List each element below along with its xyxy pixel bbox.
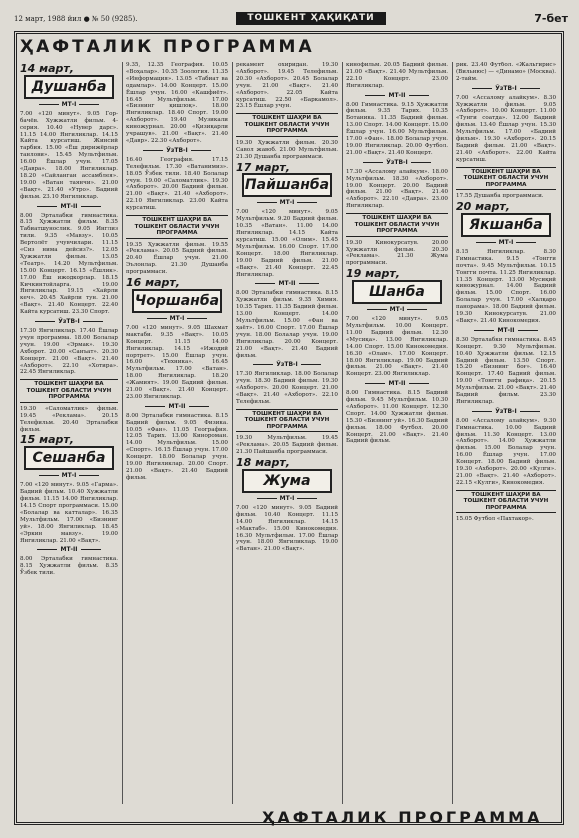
- channel-label: МТ-II: [20, 204, 118, 211]
- program-text: 9.35, 12.35 География. 10.05 «Воҳалар». 10.35 Зоология. 11.35 «Информация». 13.05 «Табиат ва одамлар». 14.00 Концерт. 15.00 Ёшлар учун. 16.00 «Кашфиёт». 16.45 Мультфильм. 17.00 «Бизнинг қишлоқ». 18.00 Янгиликлар. 18.40 Спорт. 19.00 «Ахборот». 19.40 Музикали киножурнал. 20.00 «Қизиқарли учрашув». 21.00 «Вақт». 21.40 «Давр». 22.30 «Ахборот».: [126, 62, 228, 144]
- program-text: 7.00 «120 минут». 9.05 Шахмат мактаби. 9.35 «Вақт». 10.05 Концерт. 11.15 14.00 Янгиликлар. 14.15 «Ижодий портрет». 15.00 Ёшлар учун. 16.00 «Техника». 16.45 Мультфильм. 17.00 «Ватан». 18.00 Янгиликлар. 18.20 «Жамият». 19.00 Бадиий фильм. 21.00 «Вақт». 21.40 Концерт. 23.00 Янгиликлар.: [126, 324, 228, 400]
- channel-label: ЎзТВ-I: [236, 362, 338, 369]
- column-rule: [452, 62, 453, 804]
- regional-program-heading: ТОШКЕНТ ШАҲРИ ВА ТОШКЕНТ ОБЛАСТИ УЧУН ПРОГРАММА: [456, 167, 556, 191]
- weekly-program-banner-top: ҲАФТАЛИК ПРОГРАММА: [20, 37, 315, 57]
- regional-program-heading: ТОШКЕНТ ШАҲРИ ВА ТОШКЕНТ ОБЛАСТИ УЧУН ПРОГРАММА: [236, 409, 338, 433]
- day-name-tuesday: Сешанба: [24, 446, 114, 470]
- program-text: 17.30 «Ассалому алайкум». 18.00 Мультфильм. 18.30 «Ахборот». 19.00 Концерт. 20.00 Бадиий фильм. 21.00 «Вақт». 21.40 «Ахборот». 22.10 «Давра». 23.00 Янгиликлар.: [346, 168, 448, 210]
- day-name-saturday: Шанба: [352, 280, 442, 304]
- channel-label: МТ-II: [126, 404, 228, 411]
- day-name-friday: Жума: [242, 469, 332, 493]
- column-rule: [342, 62, 343, 804]
- column-3: [236, 62, 338, 804]
- program-text: 19.30 Ҳужжатли фильм. 20.30 Савол жавоб. 21.00 Мультфильм. 21.30 Душанба программаси.: [236, 139, 338, 160]
- day-name-monday: Душанба: [24, 75, 114, 99]
- channel-label: ЎзТВ-I: [346, 160, 448, 167]
- program-text: 8.00 Эрталабки гимнастика. 8.15 Бадиий фильм. 9.05 Физика. 10.05 «Фан». 11.05 География. 12.05 Тарих. 13.00 Кинороман. 14.00 Мультфильм. 15.00 «Спорт». 16.15 Ёшлар учун. 17.00 Концерт. 18.00 Болалар учун. 19.00 Янгиликлар. 20.00 Спорт. 21.00 «Вақт». 21.40 Бадиий фильм.: [126, 412, 228, 481]
- program-text: 7.00 «120 минут». 9.05 Гор-бачёв. Хужжатли фильм. 4-серия. 10.40 «Нувер дарс». 11.15 14.00 Янгиликлар. 14.15 Кайта курсатиш. Жинсий тарбия. 15.00 «Ёш дирижёрлар танлови». 15.45 Мультфильм. 16.00 Ёшлар учун. 17.05 «Давра». 18.00 Янгиликлар. 18.20 «Сайланган ассамблея». 19.00 «Ватан таянчи». 21.00 «Вақт». 21.40 «Утро». Бадиий фильм. 23.10 Янгиликлар.: [20, 110, 118, 200]
- channel-label: МТ-I: [236, 496, 338, 503]
- day-date: 17 март,: [236, 160, 290, 174]
- program-text: 8.00 Эрталабки гимнастика. 8.15 Ҳужжатли фильм. 8.35 Табиатшунослик. 9.05 Инглиз тили. 9.35 «Мавзу». 10.05 Вертолёт учувчилари. 11.15 «Сиз нима дейсиз?». 12.05 Ҳужжатли фильм. 13.05 «Театр». 14.20 Мультфильм. 15.00 Концерт. 16.15 «Ёшлик». 17.00 Ёш ижодкорлар. 18.15 Кичкинтойларга. 19.00 Янгиликлар. 19.15 «Хайрли кеч». 20.45 Хайрли тун. 21.00 «Вақт». 21.40 Концерт. 22.40 Кайта курсатиш. 23.30 Спорт.: [20, 212, 118, 316]
- day-name-sunday: Якшанба: [461, 213, 551, 237]
- channel-label: МТ-II: [456, 328, 556, 335]
- channel-label: МТ-I: [236, 200, 338, 207]
- day-name-thursday: Пайшанба: [242, 173, 332, 197]
- page-header: [10, 12, 572, 26]
- regional-program-heading: ТОШКЕНТ ШАҲРИ ВА ТОШКЕНТ ОБЛАСТИ УЧУН ПРОГРАММА: [456, 490, 556, 514]
- channel-label: МТ-II: [20, 547, 118, 554]
- program-text: 7.00 «Ассалому алайкум». 8.30 Хужжатли фильм. 9.05 «Ахборот». 10.00 Концерт. 11.00 «Тунги соатда». 12.00 Бадиий фильм. 13.40 Ёшлар учун. 15.30 Мультфильм. 17.00 «Бадиий фильм». 19.30 «Ахборот». 20.15 Бадиий фильм. 21.00 «Вақт». 21.40 «Ахборот». 22.00 Кайта курсатиш.: [456, 94, 556, 163]
- program-text: 19.30 Кинокурсатув. 20.00 Ҳужжатли фильм. 20.30 «Реклама». 21.30 Жума программаси.: [346, 239, 448, 267]
- program-text: 8.00 «Ассалому алайкум». 9.30 Гимнастика. 10.00 Бадиий фильм. 11.30 Концерт. 13.00 «Ахборот». 14.00 Ҳужжатли фильм. 15.00 Болалар учун. 16.00 Ёшлар учун. 17.00 Концерт. 18.00 Бадиий фильм. 19.30 «Ахборот». 20.00 «Кулги». 21.00 «Вақт». 21.40 «Ахборот». 22.15 «Кулги», Кинокомедия.: [456, 417, 556, 486]
- program-text: 17.30 Янгиликлар. 17.40 Ёшлар учун программа. 18.00 Болалар учун. 19.00 «Эрмак». 19.30 Ахборот. 20.00 «Санъат». 20.30 Концерт. 21.00 «Вақт». 21.40 «Ахборот». 22.10 «Хотира». 22.45 Янгиликлар.: [20, 328, 118, 376]
- weekly-program-banner-bottom: ҲАФТАЛИК ПРОГРАММА: [262, 808, 543, 827]
- column-1: [20, 62, 118, 804]
- channel-label: ЎзТВ-I: [456, 409, 556, 416]
- regional-program-heading: ТОШКЕНТ ШАҲРИ ВА ТОШКЕНТ ОБЛАСТИ УЧУН ПРОГРАММА: [20, 379, 118, 403]
- channel-label: МТ-I: [20, 473, 118, 480]
- program-text: 17.30 Янгиликлар. 18.00 Болалар учун. 18.30 Бадиий фильм. 19.30 «Ахборот». 20.00 Концерт. 21.00 «Вақт». 21.40 «Ахборот». 22.10 Телефильм.: [236, 371, 338, 405]
- day-date: 20 март,: [456, 200, 510, 214]
- program-text: 7.00 «120 минут». 9.05 Мультфильм. 10.00 Концерт. 11.00 Бадиий фильм. 12.30 «Мусиқа». 13.00 Янгиликлар. 14.00 Спорт. 15.00 Кинокомедия. 16.30 «Олам». 17.00 Концерт. 18.00 Янгиликлар. 19.00 Бадиий фильм. 21.00 «Вақт». 21.40 Концерт. 23.00 Янгиликлар.: [346, 316, 448, 378]
- program-text: 7.00 «120 минут». 9.05 «Гарма». Бадиий фильм. 10.40 Хужжатли фильм. 11.15 14.00 Янгиликлар. 14.15 Спорт программаси. 15.00 «Болалар ва катталар». 16.35 Мультфильм. 17.00 «Бизнинг уй». 18.00 Янгиликлар. 18.45 «Эркин мавзу». 19.00 Янгиликлар. 21.00 «Вақт».: [20, 482, 118, 544]
- program-text: 8.30 Эрталабки гимнастика. 8.45 Концерт. 9.30 Мультфильм. 10.40 Ҳужжатли фильм. 12.15 Бадиий фильм. 13.50 Спорт. 15.20 «Бизнинг боғ». 16.40 Концерт. 17.40 Бадиий фильм. 19.00 «Тонгги рафиқа». 20.15 Мультфильм. 21.00 «Вақт». 21.40 Бадиий фильм. 23.30 Янгиликлар.: [456, 336, 556, 405]
- day-date: 14 март,: [20, 62, 74, 75]
- issue-date: 12 март, 1988 йил ● № 50 (9285).: [14, 15, 138, 23]
- channel-label: МТ-II: [346, 381, 448, 388]
- regional-program-heading: ТОШКЕНТ ШАҲРИ ВА ТОШКЕНТ ОБЛАСТИ УЧУН ПРОГРАММА: [126, 215, 228, 239]
- channel-label: ЎзТВ-I: [456, 86, 556, 93]
- masthead: ТОШКЕНТ ҲАҚИҚАТИ: [236, 12, 386, 25]
- program-text: 15.05 Футбол «Пахтакор».: [456, 516, 534, 523]
- program-text: 19.35 Ҳужжатли фильм. 19.55 «Реклама». 20.05 Бадиий фильм. 20.40 Ёшлар учун. 21.00 Эълонлар. 21.30 Душанба программаси.: [126, 241, 228, 276]
- day-name-wednesday: Чоршанба: [132, 289, 222, 313]
- channel-label: МТ-I: [126, 316, 228, 323]
- program-text: 19.30 Мультфильм. 19.45 «Реклама». 20.05 Бадиий фильм. 21.30 Пайшанба программаси.: [236, 435, 338, 456]
- regional-program-heading: ТОШКЕНТ ШАҲРИ ВА ТОШКЕНТ ОБЛАСТИ УЧУН ПРОГРАММА: [236, 113, 338, 137]
- day-date: 15 март,: [20, 433, 74, 447]
- channel-label: ЎзТВ-I: [126, 148, 228, 155]
- column-4: [346, 62, 448, 804]
- program-text: рик. 23.40 Футбол. «Жальгирис» (Вильнюс) — «Динамо» (Москва). 2-тайм.: [456, 62, 556, 82]
- day-date: 16 март,: [126, 276, 180, 290]
- regional-program-heading: ТОШКЕНТ ШАҲРИ ВА ТОШКЕНТ ОБЛАСТИ УЧУН ПРОГРАММА: [346, 213, 448, 237]
- program-text: 19.30 «Саломатлик» фильм. 19.45 «Реклама». 20.15 Телефильм. 20.40 Эрталабки фильм.: [20, 405, 118, 433]
- channel-label: МТ-I: [346, 307, 448, 314]
- program-text: кинофильм. 20.05 Бадиий фильм. 21.00 «Вақт». 21.40 Мультфильм. 22.10 Концерт. 23.00 Янгиликлар.: [346, 62, 448, 89]
- day-date: 18 март,: [236, 456, 290, 470]
- program-text: 17.55 Душанба программаси.: [456, 193, 544, 200]
- program-text: рекамент охиридан. 19.30 «Ахборот». 19.45 Телефильм. 20.30 «Ахборот». 20.45 Болалар учун. 21.00 «Вақт». 21.40 «Ахборот». 22.05 Кайта курсатиш. 22.50 «Баркамол». 23.15 Ёшлар учун.: [236, 62, 338, 110]
- program-text: 8.00 Эрталабки гимнастика. 8.15 Ҳужжатли фильм. 9.35 Химия. 10.35 Тарих. 11.35 Бадиий фильм. 13.00 Концерт. 14.00 Мультфильм. 15.00 «Фан ва ҳаёт». 16.00 Спорт. 17.00 Ёшлар учун. 18.00 Болалар учун. 19.00 Янгиликлар. 20.00 Концерт. 21.00 «Вақт». 21.40 Бадиий фильм.: [236, 290, 338, 359]
- program-text: 8.15 Янгиликлар. 8.30 Гимнастика. 9.15 «Тонгги почта». 9.45 Мультфильм. 10.15 Тонгги почта. 11.25 Янгиликлар. 11.35 Концерт. 13.00 Мусиқий киножурнал. 14.00 Бадиий фильм. 15.00 Спорт. 16.00 Болалар учун. 17.00 «Халқаро панорама». 18.00 Бадиий фильм. 19.30 Кинокурсатув. 21.00 «Вақт». 21.40 Кинокомедия.: [456, 248, 556, 324]
- channel-label: МТ-I: [456, 240, 556, 247]
- column-rule: [232, 62, 233, 804]
- channel-label: МТ-II: [236, 281, 338, 288]
- channel-label: МТ-I: [20, 102, 118, 109]
- program-text: 8.00 Гимнастика. 8.15 Бадиий фильм. 9.45 Мультфильм. 10.30 «Ахборот». 11.00 Концерт. 12.30 Спорт. 14.00 Ҳужжатли фильм. 15.30 «Бизнинг уй». 16.30 Бадиий фильм. 18.00 Футбол. 20.00 Концерт. 21.00 «Вақт». 21.40 Бадиий фильм.: [346, 390, 448, 445]
- column-2: [126, 62, 228, 804]
- page-number: 7-бет: [534, 12, 568, 25]
- program-text: 7.00 «120 минут». 9.05 Бадиий фильм. 10.40 Концерт. 11.15 14.00 Янгиликлар. 14.15 «Мактаб». 15.00 Кинокомедия. 16.30 Мультфильм. 17.00 Ёшлар учун. 18.00 Янгиликлар. 19.00 «Ватан». 21.00 «Вақт».: [236, 504, 338, 553]
- day-date: 19 март,: [346, 267, 400, 281]
- column-5: [456, 62, 556, 804]
- program-text: 7.00 «120 минут». 9.05 Мультфильм. 9.20 Бадиий фильм. 10.35 «Ватан». 11.00 14.00 Янгиликлар. 14.15 Кайта курсатиш. 15.00 «Олим». 15.45 Мультфильм. 16.00 Спорт. 17.00 Концерт. 18.00 Янгиликлар. 19.00 Бадиий фильм. 21.00 «Вақт». 21.40 Концерт. 22.45 Янгиликлар.: [236, 209, 338, 278]
- column-rule: [122, 62, 123, 804]
- channel-label: ЎзТВ-I: [20, 319, 118, 326]
- program-text: 8.00 Гимнастика. 9.15 Ҳужжатли фильм. 9.35 Тарих. 10.35 Ботаника. 11.35 Бадиий фильм. 13.00 Спорт. 14.00 Концерт. 15.00 Ёшлар учун. 16.00 Мультфильм. 17.00 «Фан». 18.00 Болалар учун. 19.00 Янгиликлар. 20.00 Футбол. 21.00 «Вақт». 21.40 Концерт.: [346, 101, 448, 156]
- program-text: 8.00 Эрталабки гимнастика. 8.15 Ҳужжатли фильм. 8.35 Ўзбек тили.: [20, 556, 118, 577]
- channel-label: МТ-II: [346, 93, 448, 100]
- program-text: 16.40 География. 17.15 Телефильм. 17.30 «Ватанимиз». 18.05 Ўзбек тили. 18.40 Болалар учун. 19.00 «Саломатлик». 19.30 «Ахборот». 20.00 Бадиий фильм. 21.00 «Вақт». 21.40 «Ахборот». 22.10 Янгиликлар. 23.00 Кайта курсатиш.: [126, 156, 228, 212]
